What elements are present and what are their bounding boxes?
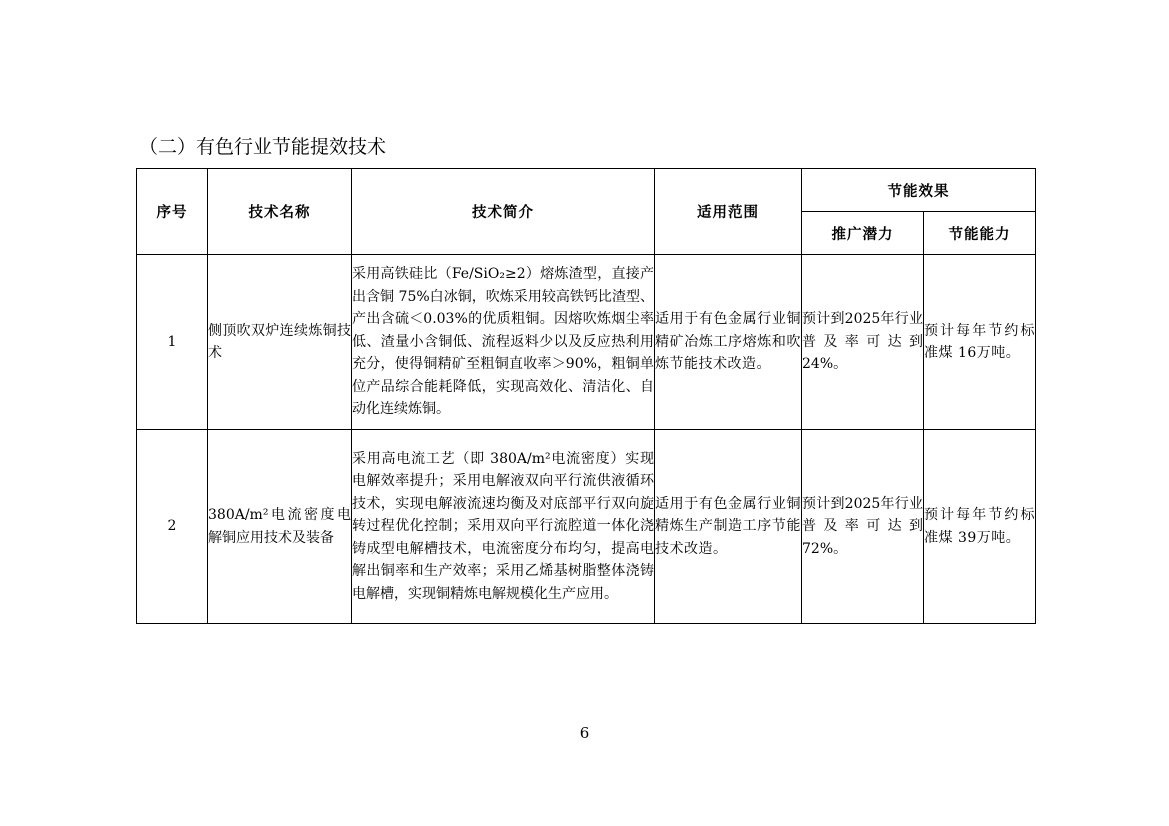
- page-number: 6: [579, 724, 590, 742]
- row-no: 2: [137, 430, 208, 624]
- table-row: [137, 430, 1036, 624]
- row-name: 侧顶吹双炉连续炼铜技术: [208, 255, 352, 430]
- section-title: （二）有色行业节能提效技术: [139, 136, 387, 158]
- row-capacity: 预计每年节约标准煤 39万吨。: [924, 430, 1036, 624]
- row-potential: 预计到2025年行业普及率可达到24%。: [802, 255, 924, 430]
- row-scope: 适用于有色金属行业铜精炼生产制造工序节能技术改造。: [655, 430, 802, 624]
- table-header-row: [137, 169, 1036, 212]
- header-intro: 技术简介: [352, 169, 655, 255]
- header-no: 序号: [137, 169, 208, 255]
- header-name: 技术名称: [208, 169, 352, 255]
- header-potential: 推广潜力: [802, 212, 924, 255]
- row-capacity: 预计每年节约标准煤 16万吨。: [924, 255, 1036, 430]
- technology-table: [136, 168, 1036, 624]
- header-capacity: 节能能力: [924, 212, 1036, 255]
- row-name: 380A/m²电流密度电解铜应用技术及装备: [208, 430, 352, 624]
- row-intro: 采用高电流工艺（即 380A/m²电流密度）实现电解效率提升；采用电解液双向平行流供液循环技术，实现电解液流速均衡及对底部平行双向旋转过程优化控制；采用双向平行流腔道一体化浇铸成型电解槽技术，电流密度分布均匀，提高电解出铜率和生产效率；采用乙烯基树脂整体浇铸电解槽，实现铜精炼电解规模化生产应用。: [352, 430, 655, 624]
- header-effect: 节能效果: [802, 169, 1036, 212]
- row-potential: 预计到2025年行业普及率可达到72%。: [802, 430, 924, 624]
- row-no: 1: [137, 255, 208, 430]
- row-scope: 适用于有色金属行业铜精矿冶炼工序熔炼和吹炼节能技术改造。: [655, 255, 802, 430]
- header-scope: 适用范围: [655, 169, 802, 255]
- row-intro: 采用高铁硅比（Fe/SiO₂≥2）熔炼渣型，直接产出含铜 75%白冰铜，吹炼采用较高铁钙比渣型、产出含硫＜0.03%的优质粗铜。因熔吹炼烟尘率低、渣量小含铜低、流程返料少以及反应热利用充分，使得铜精矿至粗铜直收率＞90%，粗铜单位产品综合能耗降低，实现高效化、清洁化、自动化连续炼铜。: [352, 255, 655, 430]
- table-row: [137, 255, 1036, 430]
